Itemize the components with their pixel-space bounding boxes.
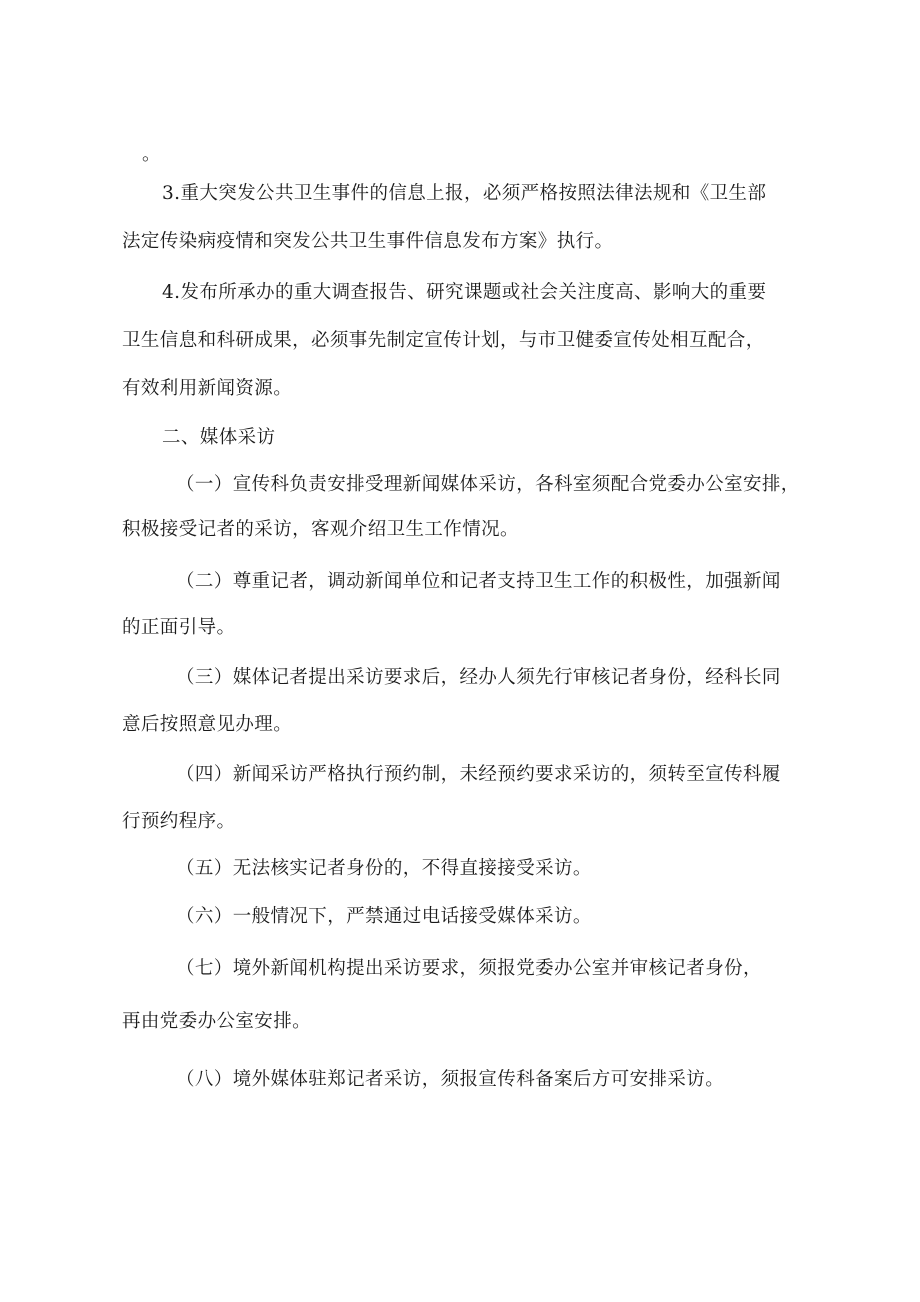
text-line-item-1: （一）宣传科负责安排受理新闻媒体采访，各科室须配合党委办公室安排， [176, 474, 800, 495]
text-line-stray-period: 。 [142, 144, 161, 165]
text-line-item-4b: （四）新闻采访严格执行预约制，未经预约要求采访的，须转至宣传科履 [176, 764, 781, 785]
text-line-item-5: （五）无法核实记者身份的，不得直接接受采访。 [176, 858, 592, 879]
text-line: 意后按照意见办理。 [122, 714, 293, 735]
text-line-item-4: 4.发布所承办的重大调查报告、研究课题或社会关注度高、影响大的重要 [162, 282, 767, 303]
text-line-item-6: （六）一般情况下，严禁通过电话接受媒体采访。 [176, 906, 592, 927]
text-line: 行预约程序。 [122, 811, 236, 832]
text-line: 再由党委办公室安排。 [122, 1011, 312, 1032]
text-line: 有效利用新闻资源。 [122, 378, 293, 399]
text-line-item-3b: （三）媒体记者提出采访要求后，经办人须先行审核记者身份，经科长同 [176, 667, 781, 688]
text-line-item-8: （八）境外媒体驻郑记者采访，须报宣传科备案后方可安排采访。 [176, 1069, 725, 1090]
text-line: 的正面引导。 [122, 617, 236, 638]
text-line: 积极接受记者的采访，客观介绍卫生工作情况。 [122, 519, 519, 540]
text-line-item-3: 3.重大突发公共卫生事件的信息上报，必须严格按照法律法规和《卫生部 [162, 183, 767, 204]
text-line: 卫生信息和科研成果，必须事先制定宣传计划，与市卫健委宣传处相互配合， [122, 330, 765, 351]
text-line-item-7: （七）境外新闻机构提出采访要求，须报党委办公室并审核记者身份， [176, 958, 762, 979]
text-line-item-2: （二）尊重记者，调动新闻单位和记者支持卫生工作的积极性，加强新闻 [176, 571, 781, 592]
section-heading-media-interviews: 二、媒体采访 [162, 427, 276, 448]
text-line: 法定传染病疫情和突发公共卫生事件信息发布方案》执行。 [122, 231, 614, 252]
